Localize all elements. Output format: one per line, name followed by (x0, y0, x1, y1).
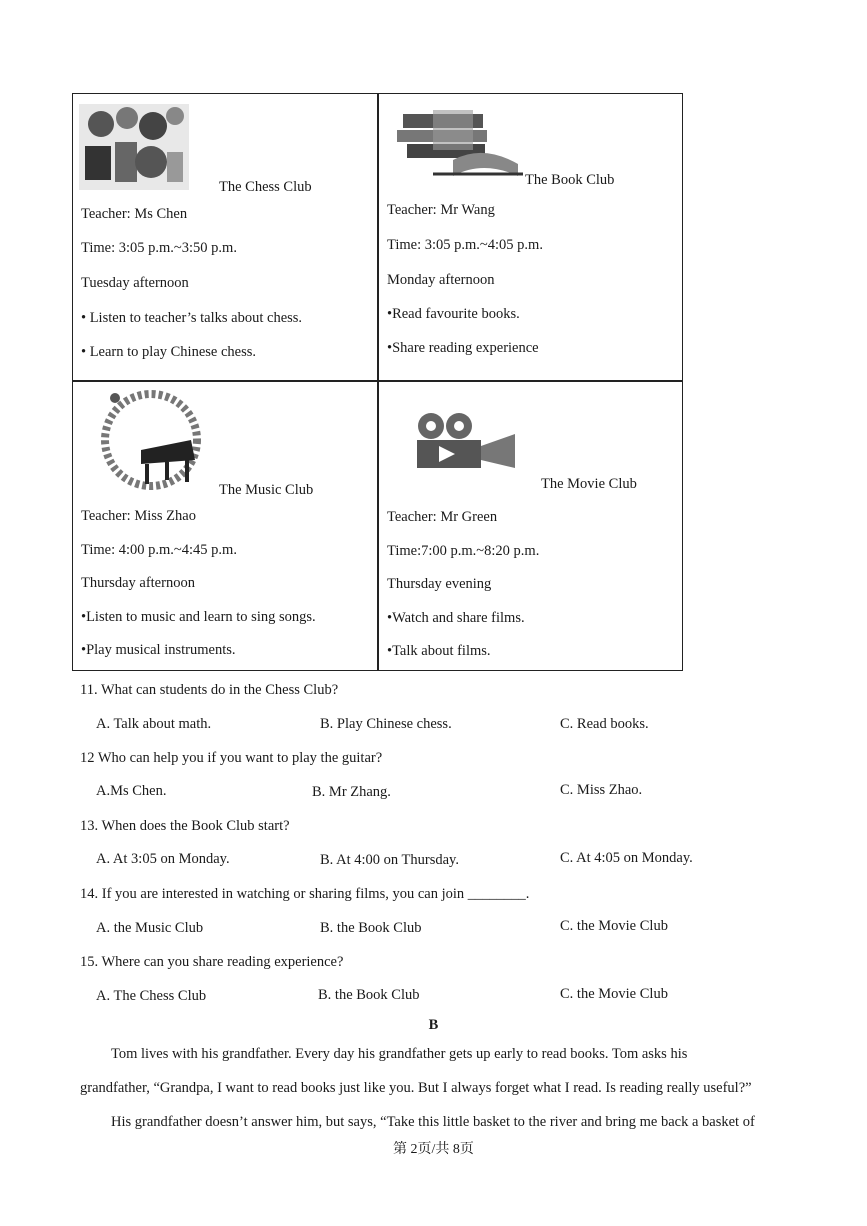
question-12: 12 Who can help you if you want to play the guitar? (80, 750, 383, 766)
club-cell-book (379, 94, 679, 380)
club-time: Time: 4:00 p.m.~4:45 p.m. (81, 542, 237, 558)
option-a: A. the Music Club (96, 920, 204, 936)
club-activity: •Listen to music and learn to sing songs. (81, 609, 316, 625)
passage-line: Tom lives with his grandfather. Every day his grandfather gets up early to read books. Tom asks his (111, 1046, 688, 1062)
option-b: B. At 4:00 on Thursday. (320, 852, 459, 868)
option-c: C. the Movie Club (560, 918, 668, 934)
club-cell-music (73, 382, 373, 668)
option-b: B. the Book Club (320, 920, 422, 936)
question-14: 14. If you are interested in watching or sharing films, you can join ________. (80, 886, 530, 902)
club-teacher: Teacher: Miss Zhao (81, 508, 196, 524)
option-c: C. the Movie Club (560, 986, 668, 1002)
club-cell-movie (379, 382, 679, 668)
books-icon (393, 104, 523, 191)
club-day: Tuesday afternoon (81, 275, 189, 291)
club-activity: •Play musical instruments. (81, 642, 236, 658)
movie-camera-icon (415, 412, 519, 475)
option-c: C. Miss Zhao. (560, 782, 643, 798)
club-time: Time: 3:05 p.m.~3:50 p.m. (81, 240, 237, 256)
club-activity: •Share reading experience (387, 340, 539, 356)
club-title: The Movie Club (541, 476, 637, 492)
passage-line: grandfather, “Grandpa, I want to read books just like you. But I always forget what I read. Is reading really useful?” (80, 1080, 752, 1096)
option-c: C. At 4:05 on Monday. (560, 850, 693, 866)
club-day: Monday afternoon (387, 272, 495, 288)
question-13: 13. When does the Book Club start? (80, 818, 290, 834)
club-day: Thursday afternoon (81, 575, 195, 591)
question-15: 15. Where can you share reading experience? (80, 954, 344, 970)
passage-line: His grandfather doesn’t answer him, but says, “Take this little basket to the river and bring me back a basket of (111, 1114, 755, 1130)
club-teacher: Teacher: Ms Chen (81, 206, 188, 222)
chess-pieces-icon (79, 104, 189, 195)
question-11: 11. What can students do in the Chess Club? (80, 682, 339, 698)
option-b: B. the Book Club (318, 987, 420, 1003)
club-activity: • Learn to play Chinese chess. (81, 344, 256, 360)
club-day: Thursday evening (387, 576, 492, 592)
club-time: Time:7:00 p.m.~8:20 p.m. (387, 543, 540, 559)
piano-icon (95, 388, 215, 497)
club-activity: •Read favourite books. (387, 306, 520, 322)
option-b: B. Mr Zhang. (312, 784, 391, 800)
club-title: The Book Club (525, 172, 615, 188)
club-title: The Music Club (219, 482, 314, 498)
option-a: A. At 3:05 on Monday. (96, 851, 230, 867)
option-a: A. The Chess Club (96, 988, 207, 1004)
option-a: A.Ms Chen. (96, 783, 167, 799)
page-footer: 第 2页/共 8页 (393, 1142, 474, 1157)
option-a: A. Talk about math. (96, 716, 212, 732)
club-title: The Chess Club (219, 179, 312, 195)
club-teacher: Teacher: Mr Green (387, 509, 498, 525)
option-c: C. Read books. (560, 716, 649, 732)
club-cell-chess (73, 94, 373, 380)
section-heading: B (428, 1017, 439, 1033)
clubs-table (72, 93, 683, 671)
club-teacher: Teacher: Mr Wang (387, 202, 495, 218)
club-time: Time: 3:05 p.m.~4:05 p.m. (387, 237, 543, 253)
option-b: B. Play Chinese chess. (320, 716, 452, 732)
club-activity: • Listen to teacher’s talks about chess. (81, 310, 303, 326)
club-activity: •Talk about films. (387, 643, 491, 659)
club-activity: •Watch and share films. (387, 610, 525, 626)
